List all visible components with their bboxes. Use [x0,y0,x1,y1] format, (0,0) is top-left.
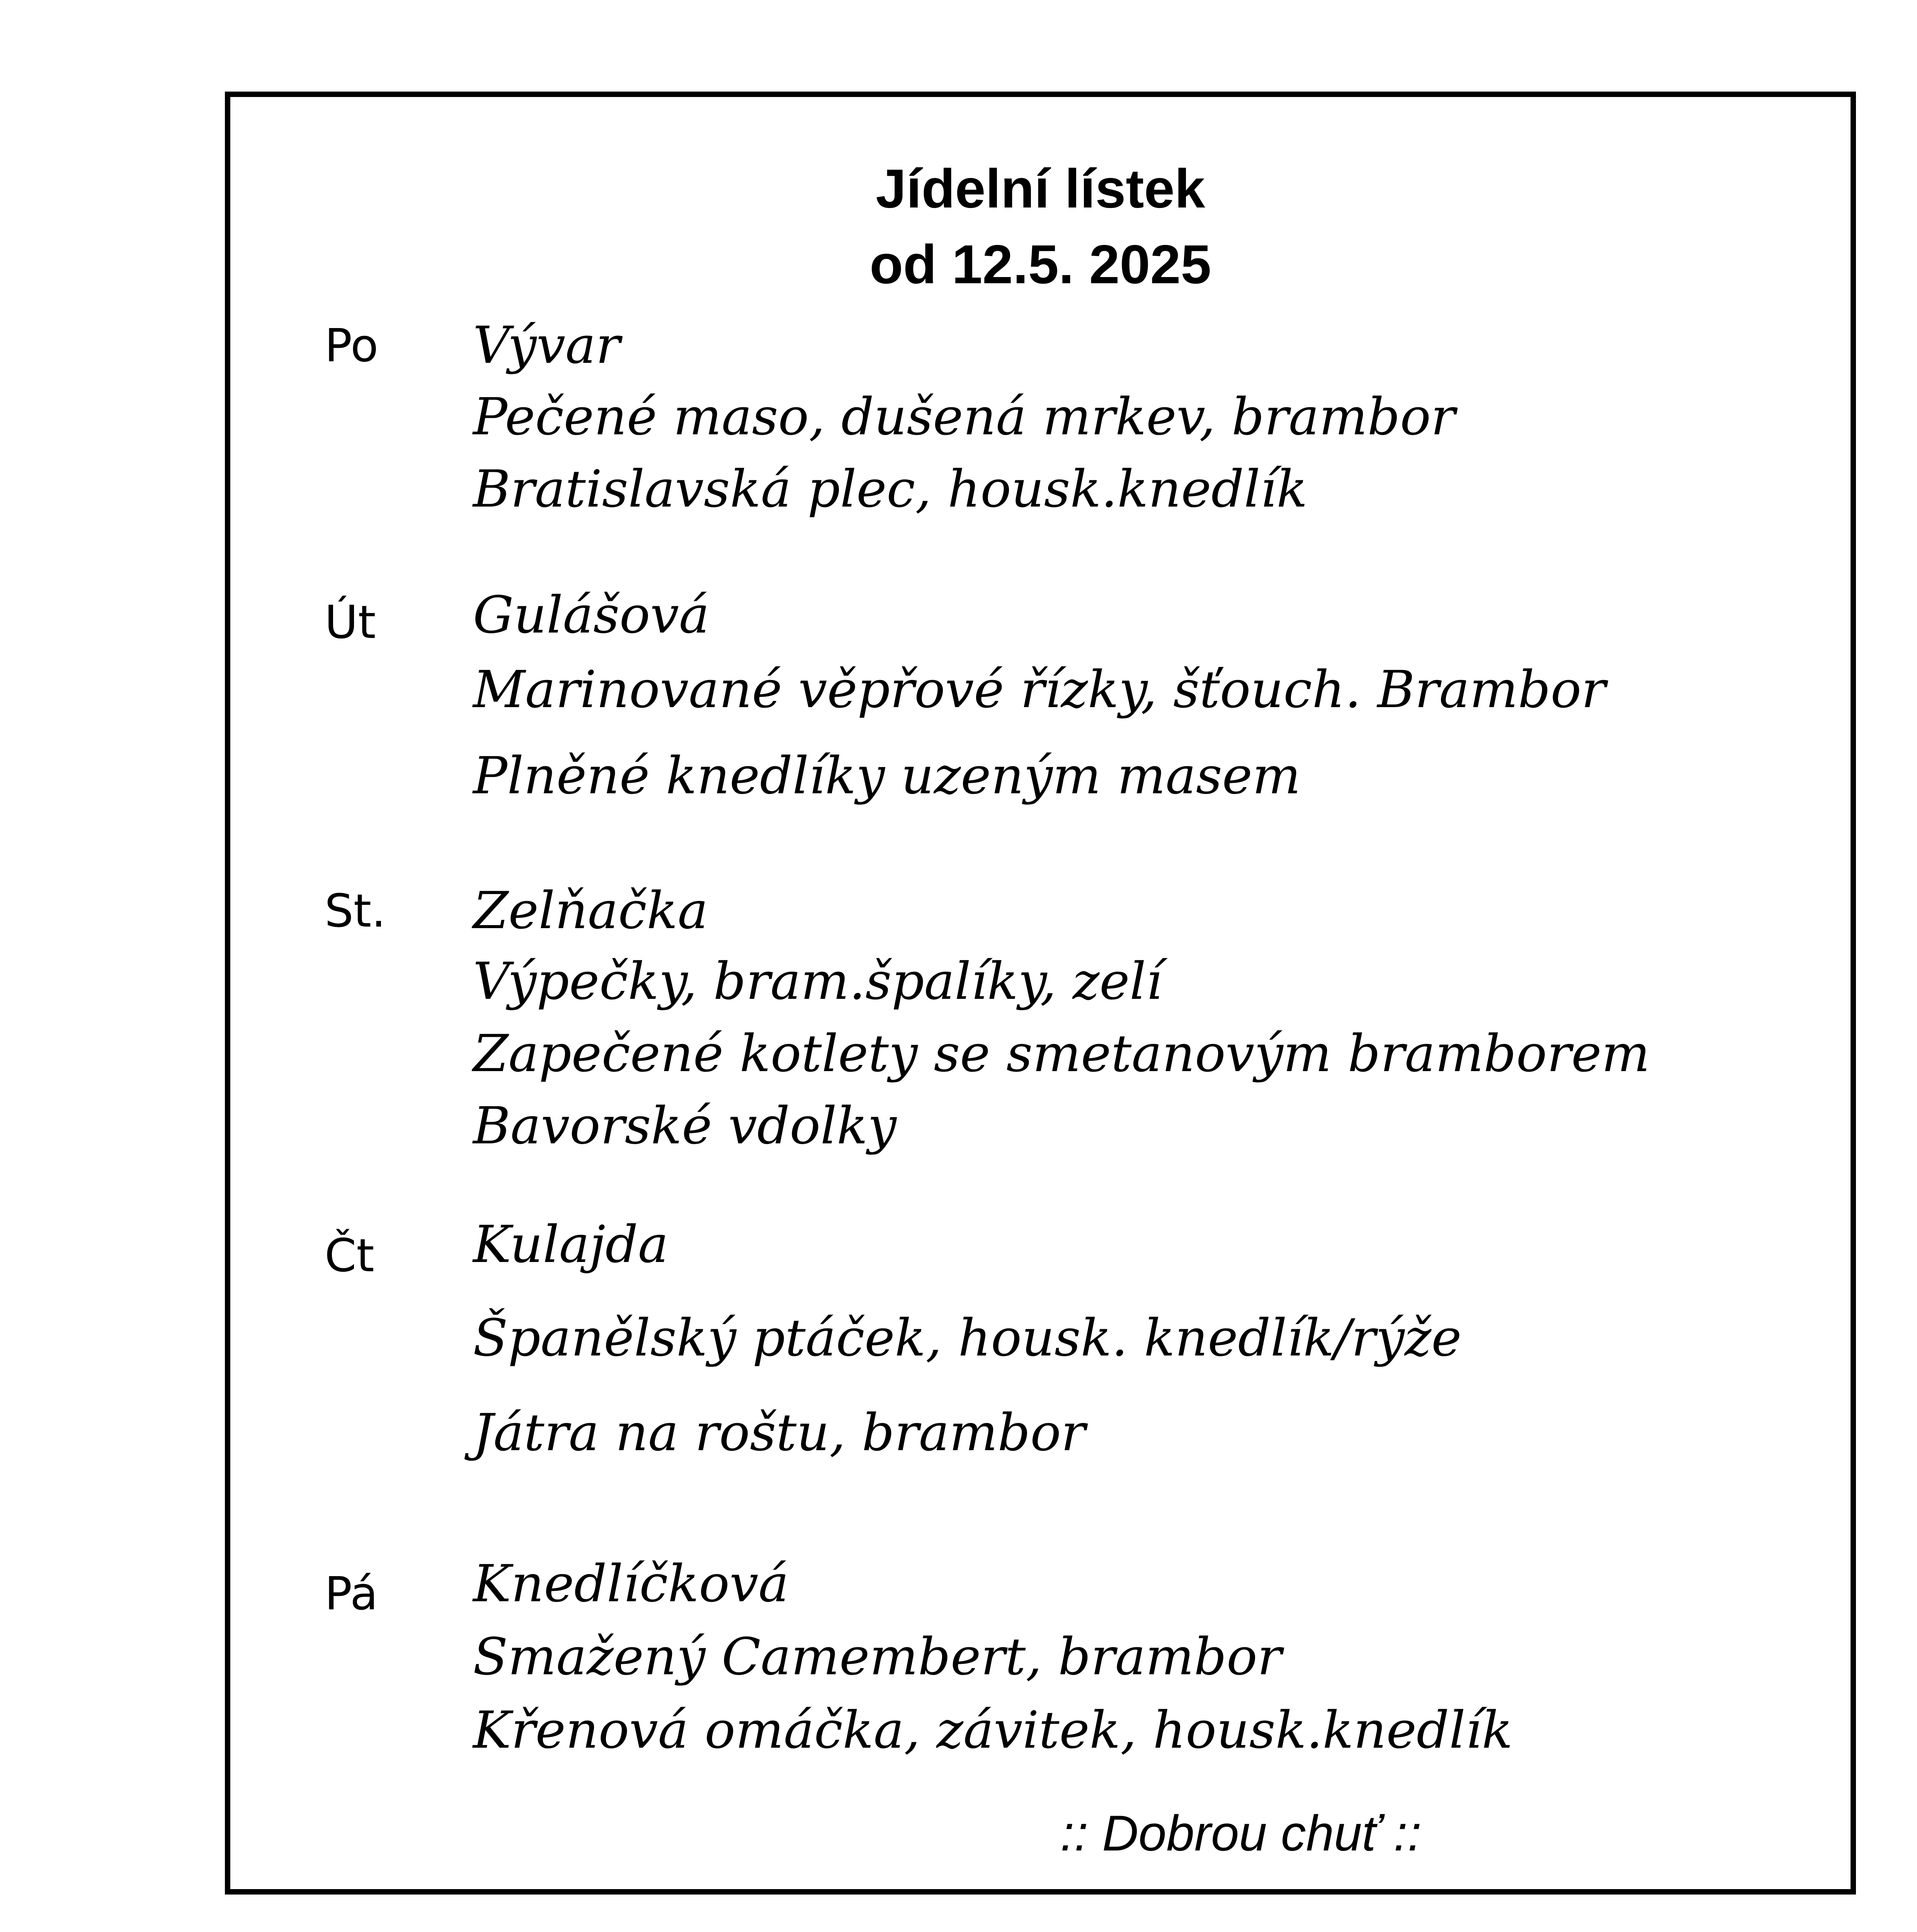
wednesday-main-1: Výpečky, bram.špalíky, zelí [473,952,1162,1011]
menu-title [230,151,1851,303]
tuesday-main-1: Marinované věpřové řízky, šťouch. Brambor [473,660,1606,719]
day-label-thursday: Čt [325,1229,374,1282]
menu-title-line1: Jídelní lístek [876,158,1205,219]
tuesday-soup: Gulášová [473,585,709,645]
monday-main-1: Pečené maso, dušená mrkev, brambor [473,387,1455,447]
thursday-main-1: Španělský ptáček, housk. knedlík/rýže [473,1308,1462,1368]
thursday-soup: Kulajda [473,1215,668,1274]
day-label-monday: Po [325,319,379,372]
wednesday-dessert: Bavorské vdolky [473,1096,896,1156]
thursday-main-2: Játra na roštu, brambor [473,1403,1085,1463]
friday-soup: Knedlíčková [473,1554,789,1614]
menu-title-line2: od 12.5. 2025 [869,234,1211,295]
footer-greeting: :: Dobrou chuť :: [1060,1805,1422,1861]
day-label-tuesday: Út [325,595,376,649]
monday-soup: Vývar [473,316,620,375]
monday-main-2: Bratislavská plec, housk.knedlík [473,459,1308,519]
wednesday-soup: Zelňačka [473,881,708,940]
day-label-wednesday: St. [325,884,386,937]
day-label-friday: Pá [325,1567,378,1620]
tuesday-main-2: Plněné knedlíky uzeným masem [473,746,1301,806]
friday-main-2: Křenová omáčka, závitek, housk.knedlík [473,1701,1513,1760]
wednesday-main-2: Zapečené kotlety se smetanovým bramborem [473,1024,1650,1083]
menu-frame [225,92,1856,1895]
friday-main-1: Smažený Camembert, brambor [473,1627,1282,1687]
